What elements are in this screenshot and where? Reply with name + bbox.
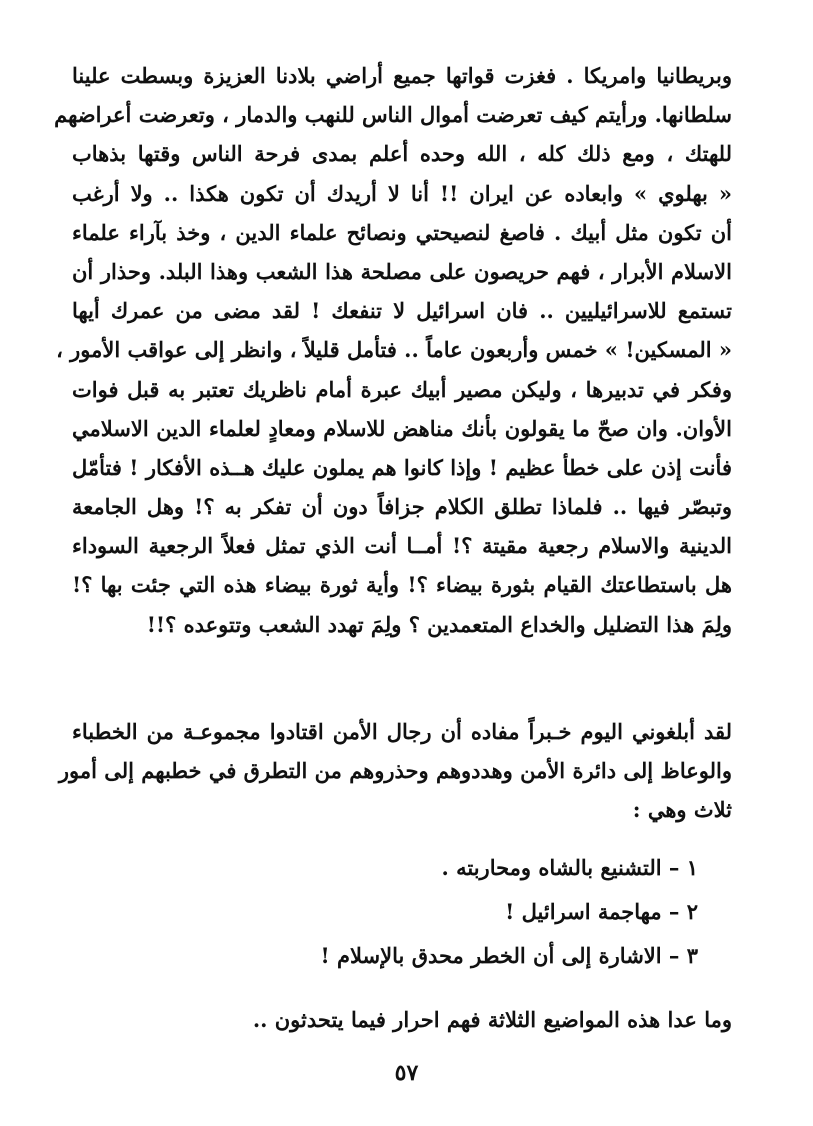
paragraph-1 [54,56,732,644]
paragraph-line: « المسكين! » خمس وأربعون عاماً .. فتأمل قليلاً ، وانظر إلى عواقب الأمور ، [56,337,732,363]
list-item: ٢ – مهاجمة اسرائيل ! [505,899,698,924]
paragraph-line: وبريطانيا وامريكا . فغزت قواتها جميع أراضي بلادنا العزيزة وبسطت علينا [72,63,732,88]
numbered-list [0,846,813,978]
paragraph-2 [58,712,732,830]
list-item: ٣ – الاشارة إلى أن الخطر محدق بالإسلام ! [320,943,698,968]
paragraph-line: وتبصّر فيها .. فلماذا تطلق الكلام جزافاً دون أن تفكر به ؟! وهل الجامعة [72,494,732,520]
paragraph-line: تستمع للاسرائيليين .. فان اسرائيل لا تنفعك ! لقد مضى من عمرك أيها [72,298,732,324]
paragraph-line: الأوان. وان صحّ ما يقولون بأنك مناهض للاسلام ومعادٍ لعلماء الدين الاسلامي [72,415,732,441]
paragraph-line: أن تكون مثل أبيك . فاصغ لنصيحتي ونصائح علماء الدين ، وخذ بآراء علماء [72,219,732,245]
paragraph-line: الدينية والاسلام رجعية مقيتة ؟! أمــا أنت الذي تمثل فعلاً الرجعية السوداء [72,533,732,559]
paragraph-line: فأنت إذن على خطأ عظيم ! وإذا كانوا هم يملون عليك هــذه الأفكار ! فتأمّل [72,454,732,480]
paragraph-line: لقد أبلغوني اليوم خـبراً مفاده أن رجال الأمن اقتادوا مجموعـة من الخطباء [72,719,732,744]
paragraph-line: هل باستطاعتك القيام بثورة بيضاء ؟! وأية ثورة بيضاء هذه التي جئت بها ؟! [72,572,732,598]
paragraph-line: سلطانها. ورأيتم كيف تعرضت أموال الناس للنهب والدمار ، وتعرضت أعراضهم [54,102,732,128]
paragraph-line: وفكر في تدبيرها ، وليكن مصير أبيك عبرة أمام ناظريك تعتبر به قبل فوات [72,376,732,402]
paragraph-line: ثلاث وهي : [632,797,732,823]
page-number: ٥٧ [394,1060,419,1086]
paragraph-line: « بهلوي » وابعاده عن ايران !! أنا لا أريدك أن تكون هكذا .. ولا أرغب [72,180,732,206]
paragraph-line: ولِمَ هذا التضليل والخداع المتعمدين ؟ ولِمَ تهدد الشعب وتتوعده ؟!! [146,611,732,637]
paragraph-line: الاسلام الأبرار ، فهم حريصون على مصلحة هذا الشعب وهذا البلد. وحذار أن [72,258,732,284]
list-item: ١ – التشنيع بالشاه ومحاربته . [441,855,698,880]
closing-line: وما عدا هذه المواضيع الثلاثة فهم احرار فيما يتحدثون .. [252,1007,732,1032]
paragraph-line: للهتك ، ومع ذلك كله ، الله وحده أعلم بمدى فرحة الناس وقتها بذهاب [72,141,732,167]
paragraph-line: والوعاظ إلى دائرة الأمن وهددوهم وحذروهم من التطرق في خطبهم إلى أمور [58,758,732,784]
